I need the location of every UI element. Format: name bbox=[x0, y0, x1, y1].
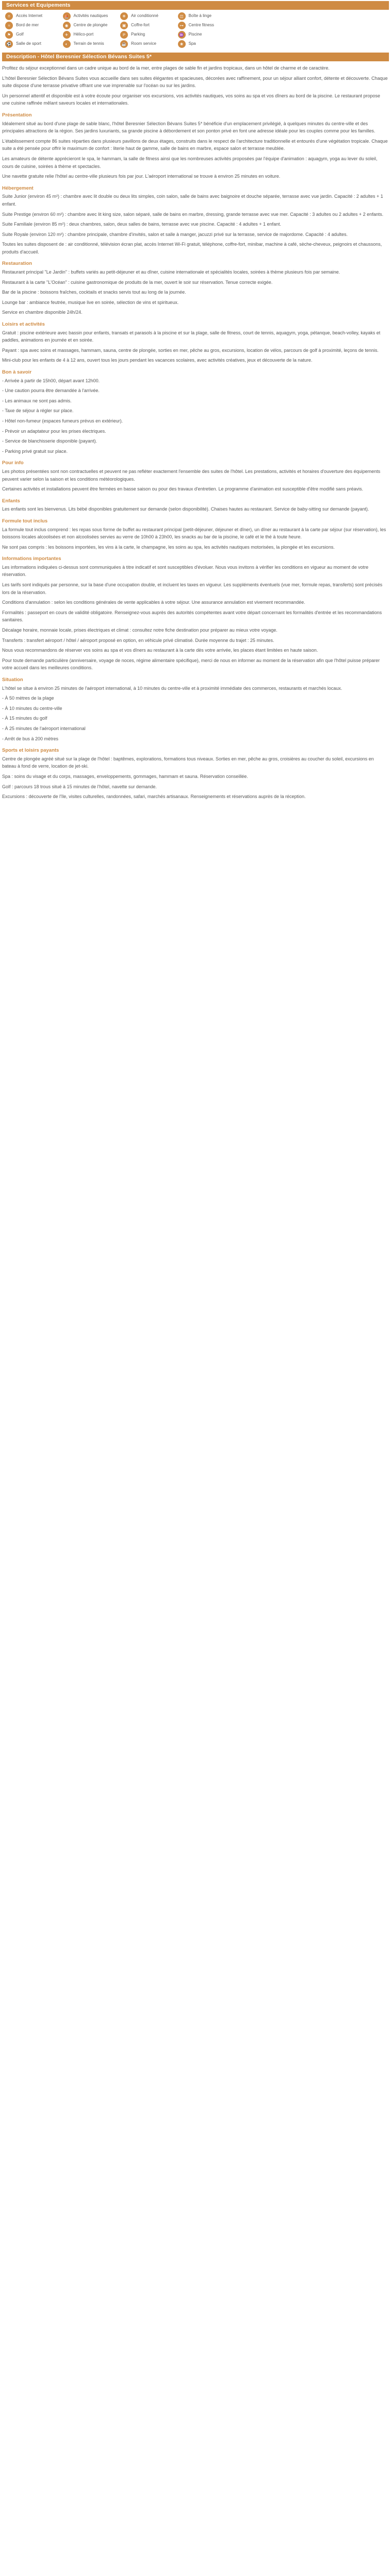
section-title: Pour info bbox=[2, 460, 24, 466]
section-paragraph: L'hôtel se situe à environ 25 minutes de l'aéroport international, à 10 minutes du centre-ville et à proximité immédiate des commerces, restaurants et marchés locaux. bbox=[2, 685, 343, 691]
section-paragraph: Certaines activités et installations peuvent être fermées en basse saison ou pour des travaux d'entretien. Le programme d'animation est susceptible d'être modifié sans préavis. bbox=[2, 486, 364, 492]
parking-icon: P bbox=[120, 31, 128, 39]
section-paragraph: - Service de blanchisserie disponible (payant). bbox=[2, 438, 97, 444]
service-label: Centre de plongée bbox=[73, 23, 108, 28]
services-header: Services et Equipements bbox=[2, 1, 389, 10]
section bbox=[2, 460, 389, 493]
section-paragraph: Une navette gratuite relie l'hôtel au centre-ville plusieurs fois par jour. L'aéroport international se trouve à environ 25 minutes en voiture. bbox=[2, 174, 281, 179]
section-paragraph: Spa : soins du visage et du corps, massages, enveloppements, gommages, hammam et sauna. Réservation conseillée. bbox=[2, 773, 248, 779]
service-item bbox=[120, 30, 175, 39]
section-paragraph: Restaurant à la carte "L'Océan" : cuisine gastronomique de produits de la mer, ouvert le soir sur réservation. Tenue correcte exigée. bbox=[2, 279, 273, 285]
section-paragraph: Les photos présentées sont non contractuelles et peuvent ne pas refléter exactement l'ensemble des suites de l'hôtel. Les prestations, activités et horaires d'ouverture des équipements peuvent varier selon la saison et les conditions météorologiques. bbox=[2, 468, 381, 482]
section-paragraph: - À 50 mètres de la plage bbox=[2, 696, 54, 701]
service-item bbox=[63, 40, 118, 48]
section-paragraph: - Prévoir un adaptateur pour les prises électriques. bbox=[2, 428, 106, 434]
section-paragraph: - Arrêt de bus à 200 mètres bbox=[2, 736, 59, 741]
section-title: Bon à savoir bbox=[2, 369, 32, 375]
section bbox=[2, 369, 389, 455]
helicopter-icon: ✈ bbox=[63, 31, 71, 39]
service-item bbox=[178, 40, 233, 48]
service-item bbox=[63, 21, 118, 30]
safe-icon: ▣ bbox=[120, 22, 128, 29]
section-paragraph: Les enfants sont les bienvenus. Lits bébé disponibles gratuitement sur demande (selon disponibilité). Chaises hautes au restaurant. Service de baby-sitting sur demande (payant). bbox=[2, 506, 369, 512]
service-label: Salle de sport bbox=[16, 41, 41, 46]
section-paragraph: - À 25 minutes de l'aéroport international bbox=[2, 725, 86, 731]
description-intro bbox=[2, 64, 389, 107]
section-paragraph: La formule tout inclus comprend : les repas sous forme de buffet au restaurant principal (petit-déjeuner, déjeuner et dîner), un dîner au restaurant à la carte par séjour (sur réservation), les boissons locales alcoolisées et non alcoolisées servies au verre de 10h00 à 23h00, les snacks au bar de la piscine, le café et le thé à toute heure. bbox=[2, 527, 386, 540]
section-title: Informations importantes bbox=[2, 556, 61, 562]
service-label: Coffre-fort bbox=[131, 23, 150, 28]
service-item bbox=[120, 21, 175, 30]
section-paragraph: Les informations indiquées ci-dessus sont communiquées à titre indicatif et sont susceptibles d'évoluer. Nous vous invitons à vérifier les conditions en vigueur au moment de votre réservation. bbox=[2, 564, 369, 578]
section-paragraph: Suite Prestige (environ 60 m²) : chambre avec lit king size, salon séparé, salle de bains en marbre, dressing, grande terrasse avec vue mer. Capacité : 3 adultes ou 2 adultes + 2 enfants. bbox=[2, 211, 384, 217]
wave-icon: ≈ bbox=[5, 22, 13, 29]
service-item bbox=[120, 12, 175, 21]
tennis-icon: ◐ bbox=[63, 40, 71, 48]
section-paragraph: - Une caution pourra être demandée à l'arrivée. bbox=[2, 388, 100, 394]
section-paragraph: Conditions d'annulation : selon les conditions générales de vente applicables à votre séjour. Une assurance annulation est vivement recommandée. bbox=[2, 600, 305, 605]
section-paragraph: Pour toute demande particulière (anniversaire, voyage de noces, régime alimentaire spécifique), merci de nous en informer au moment de la réservation afin que l'hôtel puisse préparer votre accueil dans les meilleures conditions. bbox=[2, 657, 380, 671]
section-paragraph: Décalage horaire, monnaie locale, prises électriques et climat : consultez notre fiche destination pour préparer au mieux votre voyage. bbox=[2, 628, 278, 633]
service-item bbox=[178, 30, 233, 39]
section bbox=[2, 555, 389, 672]
service-item bbox=[5, 12, 60, 21]
laundry-icon: ◫ bbox=[178, 12, 186, 20]
service-item bbox=[178, 21, 233, 30]
section-title: Sports et loisirs payants bbox=[2, 748, 59, 754]
section-paragraph: Payant : spa avec soins et massages, hammam, sauna, centre de plongée, sorties en mer, pêche au gros, excursions, location de vélos, parcours de golf à proximité, leçons de tennis. bbox=[2, 347, 379, 353]
section-paragraph: Bar de la piscine : boissons fraîches, cocktails et snacks servis tout au long de la journée. bbox=[2, 290, 186, 295]
room-service-icon: ☕ bbox=[120, 40, 128, 48]
section bbox=[2, 321, 389, 364]
section-title: Présentation bbox=[2, 112, 32, 118]
section-paragraph: Suite Junior (environ 45 m²) : chambre avec lit double ou deux lits simples, coin salon, salle de bains avec baignoire et douche séparée, terrasse avec vue jardin. Capacité : 2 adultes + 1 enfant. bbox=[2, 194, 383, 207]
description-header: Description - Hôtel Beresnier Sélection Bévans Suites 5* bbox=[2, 53, 389, 61]
service-item bbox=[5, 21, 60, 30]
pool-icon: ♒ bbox=[178, 31, 186, 39]
service-label: Hélico-port bbox=[73, 32, 94, 37]
section-paragraph: Golf : parcours 18 trous situé à 15 minutes de l'hôtel, navette sur demande. bbox=[2, 784, 157, 789]
intro-paragraph: Profitez du séjour exceptionnel dans un cadre unique au bord de la mer, entre plages de sable fin et jardins tropicaux, dans un hôtel de charme et de caractère. bbox=[2, 65, 330, 71]
section bbox=[2, 498, 389, 513]
service-item bbox=[120, 40, 175, 48]
section-title: Loisirs et activités bbox=[2, 321, 45, 328]
service-item bbox=[63, 30, 118, 39]
section-paragraph: Mini-club pour les enfants de 4 à 12 ans, ouvert tous les jours pendant les vacances scolaires, avec activités créatives, jeux et découverte de la nature. bbox=[2, 358, 313, 363]
section-paragraph: - À 15 minutes du golf bbox=[2, 716, 47, 721]
spa-icon: ❀ bbox=[178, 40, 186, 48]
section bbox=[2, 518, 389, 551]
service-item bbox=[63, 12, 118, 21]
intro-paragraph: L'hôtel Beresnier Sélection Bévans Suites vous accueille dans ses suites élégantes et spacieuses, décorées avec raffinement, pour un séjour alliant confort, détente et découverte. Chaque suite dispose d'une terrasse privative offrant une vue imprenable sur l'océan ou sur les jardins. bbox=[2, 75, 388, 89]
section-paragraph: Suite Familiale (environ 85 m²) : deux chambres, salon, deux salles de bains, terrasse avec vue piscine. Capacité : 4 adultes + 1 enfant. bbox=[2, 222, 282, 227]
section-paragraph: - Arrivée à partir de 15h00, départ avant 12h00. bbox=[2, 378, 100, 383]
section bbox=[2, 747, 389, 801]
section-paragraph: Suite Royale (environ 120 m²) : chambre principale, chambre d'invités, salon et salle à manger, jacuzzi privé sur la terrasse, service de majordome. Capacité : 4 adultes. bbox=[2, 231, 348, 237]
section-title: Enfants bbox=[2, 498, 20, 504]
service-label: Boîte à linge bbox=[188, 13, 211, 19]
service-label: Accès Internet bbox=[16, 13, 43, 19]
section-paragraph: Lounge bar : ambiance feutrée, musique live en soirée, sélection de vins et spiritueux. bbox=[2, 299, 179, 305]
section bbox=[2, 112, 389, 180]
section-title: Situation bbox=[2, 677, 23, 683]
services-grid bbox=[5, 12, 232, 48]
service-label: Centre fitness bbox=[188, 23, 214, 28]
section-paragraph: - À 10 minutes du centre-ville bbox=[2, 705, 62, 711]
service-label: Air conditionné bbox=[131, 13, 158, 19]
sailing-icon: ⛵ bbox=[63, 12, 71, 20]
section-paragraph: Transferts : transfert aéroport / hôtel / aéroport proposé en option, en véhicule privé climatisé. Durée moyenne du trajet : 25 minutes. bbox=[2, 637, 274, 643]
section bbox=[2, 185, 389, 256]
service-label: Terrain de tennis bbox=[73, 41, 104, 46]
page bbox=[0, 0, 391, 801]
sport-icon: ⚽ bbox=[5, 40, 13, 48]
dumbbell-icon: ⊶ bbox=[178, 22, 186, 29]
diving-icon: ◉ bbox=[63, 22, 71, 29]
section-paragraph: Idéalement situé au bord d'une plage de sable blanc, l'hôtel Beresnier Sélection Bévans Suites 5* bénéficie d'un emplacement privilégié, à quelques minutes du centre-ville et des principales attractions de la région. Ses jardins luxuriants, sa grande piscine à débordement et son ponton privé en font une adresse idéale pour les couples comme pour les familles. bbox=[2, 121, 376, 134]
service-label: Bord de mer bbox=[16, 23, 39, 28]
description-sections bbox=[2, 112, 389, 801]
section-paragraph: Gratuit : piscine extérieure avec bassin pour enfants, transats et parasols à la piscine et sur la plage, salle de fitness, court de tennis, aquagym, yoga, pétanque, beach-volley, kayaks et paddles, animations en journée et en soirée. bbox=[2, 330, 381, 343]
section-paragraph: - Hôtel non-fumeur (espaces fumeurs prévus en extérieur). bbox=[2, 418, 123, 423]
section-paragraph: Les amateurs de détente apprécieront le spa, le hammam, la salle de fitness ainsi que les nombreuses activités proposées par l'équipe d'animation : aquagym, yoga au lever du soleil, cours de cuisine, soirées à thème et spectacles. bbox=[2, 156, 378, 169]
section-paragraph: Ne sont pas compris : les boissons importées, les vins à la carte, le champagne, les soins au spa, les activités nautiques motorisées, la plongée et les excursions. bbox=[2, 544, 335, 550]
section-paragraph: Excursions : découverte de l'île, visites culturelles, randonnées, safari, marchés artisanaux. Renseignements et réservations auprès de la réception. bbox=[2, 794, 306, 800]
section-paragraph: Les tarifs sont indiqués par personne, sur la base d'une occupation double, et incluent les taxes en vigueur. Les suppléments éventuels (vue mer, formule repas, transferts) sont précisés lors de la réservation. bbox=[2, 582, 383, 595]
service-label: Activités nautiques bbox=[73, 13, 108, 19]
section bbox=[2, 260, 389, 316]
snowflake-icon: ❄ bbox=[120, 12, 128, 20]
golf-flag-icon: ⚑ bbox=[5, 31, 13, 39]
intro-paragraph: Un personnel attentif et disponible est à votre écoute pour organiser vos excursions, vos activités nautiques, vos soins au spa et vos dîners au bord de la piscine. Le restaurant propose une cuisine raffinée mêlant saveurs locales et internationales. bbox=[2, 93, 380, 106]
section-paragraph: - Taxe de séjour à régler sur place. bbox=[2, 408, 74, 414]
service-label: Spa bbox=[188, 41, 196, 46]
section-paragraph: L'établissement compte 86 suites réparties dans plusieurs pavillons de deux étages, construits dans le respect de l'architecture traditionnelle et entourés d'une végétation tropicale. Chaque suite a été pensée pour offrir le maximum de confort : literie haut de gamme, salle de bains en marbre, espace salon et terrasse meublée. bbox=[2, 138, 388, 151]
service-label: Parking bbox=[131, 32, 145, 37]
section-paragraph: Restaurant principal "Le Jardin" : buffets variés au petit-déjeuner et au dîner, cuisine internationale et spécialités locales, soirées à thème plusieurs fois par semaine. bbox=[2, 269, 340, 275]
wifi-icon: ⌾ bbox=[5, 12, 13, 20]
section-paragraph: Centre de plongée agréé situé sur la plage de l'hôtel : baptêmes, explorations, formations tous niveaux. Sorties en mer, pêche au gros, croisières au coucher du soleil, excursions en bateau à fond de verre, location de jet-ski. bbox=[2, 756, 374, 769]
section-title: Formule tout inclus bbox=[2, 518, 48, 524]
service-item bbox=[5, 30, 60, 39]
service-item bbox=[178, 12, 233, 21]
section-paragraph: - Parking privé gratuit sur place. bbox=[2, 448, 68, 454]
service-label: Golf bbox=[16, 32, 24, 37]
section bbox=[2, 676, 389, 742]
section-title: Restauration bbox=[2, 261, 32, 267]
section-paragraph: Nous vous recommandons de réserver vos soins au spa et vos dîners au restaurant à la carte dès votre arrivée, les places étant limitées en haute saison. bbox=[2, 648, 318, 653]
section-paragraph: Service en chambre disponible 24h/24. bbox=[2, 310, 83, 315]
service-label: Room service bbox=[131, 41, 156, 46]
section-paragraph: - Les animaux ne sont pas admis. bbox=[2, 398, 72, 403]
section-title: Hébergement bbox=[2, 185, 34, 191]
service-label: Piscine bbox=[188, 32, 202, 37]
section-paragraph: Formalités : passeport en cours de validité obligatoire. Renseignez-vous auprès des autorités compétentes avant votre départ concernant les formalités d'entrée et les recommandations sanitaires. bbox=[2, 609, 382, 623]
service-item bbox=[5, 40, 60, 48]
section-paragraph: Toutes les suites disposent de : air conditionné, télévision écran plat, accès Internet Wi-Fi gratuit, téléphone, coffre-fort, minibar, machine à café, sèche-cheveux, peignoirs et chaussons, produits d'accueil. bbox=[2, 242, 382, 255]
